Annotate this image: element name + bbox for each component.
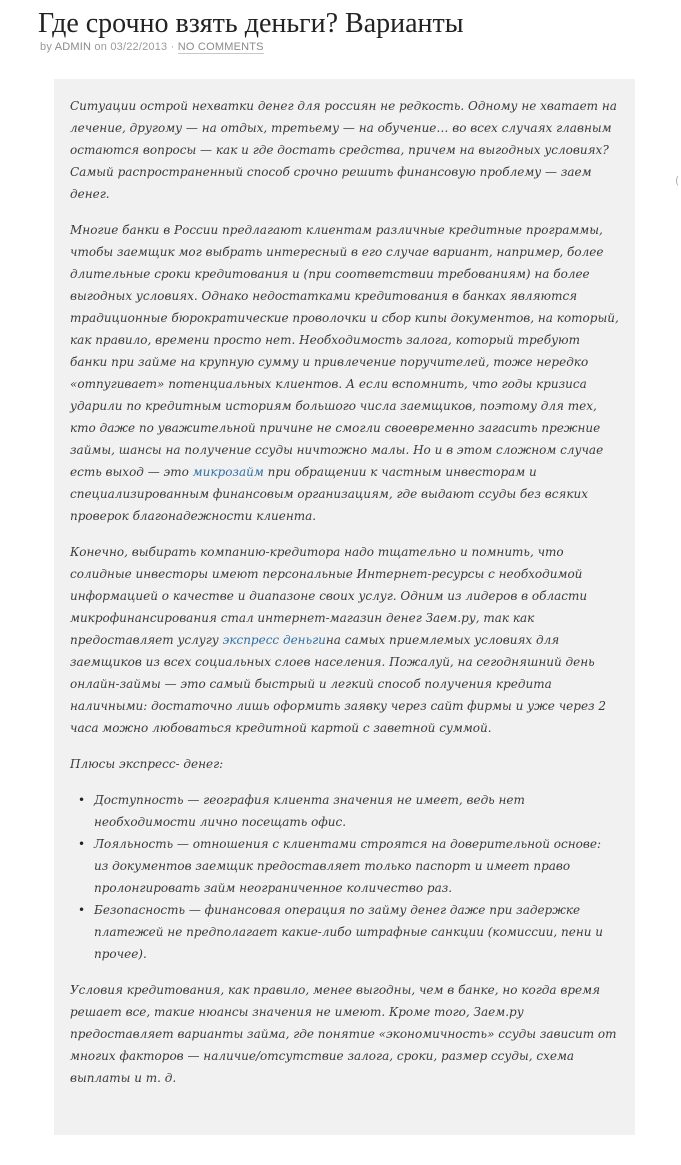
post-meta xyxy=(40,40,264,54)
meta-by-label: by xyxy=(40,41,53,53)
paragraph-banks xyxy=(70,219,619,527)
meta-author-link[interactable]: ADMIN xyxy=(54,41,92,53)
paragraph-banks-text-2: при обращении к частным инвесторам и специализированным финансовым организациям, где выдают ссуды без всяких проверок благонадежности клиента. xyxy=(70,465,589,523)
paragraph-banks-text-1: Многие банки в России предлагают клиентам различные кредитные программы, чтобы заемщик мог выбрать интересный в его случае вариант, например, более длительные сроки кредитования и (при соответствии требованиям) на более выгодных условиях. Однако недостатками кредитования в банках являются традиционные бюрократические проволочки и сбор кипы документов, на который, как правило, времени просто нет. Необходимость залога, который требуют банки при займе на крупную сумму и привлечение поручителей, тоже нередко «отпугивает» потенциальных клиентов. А если вспомнить, что годы кризиса ударили по кредитным историям большого числа заемщиков, поэтому для тех, кто даже по уважительной причине не смогли своевременно загасить прежние займы, шансы на получение ссуды ничтожно малы. Но и в этом сложном случае есть выход — это xyxy=(70,223,619,479)
post-content xyxy=(54,79,635,1135)
meta-on-label: on xyxy=(94,41,108,53)
meta-date: 03/22/2013 xyxy=(110,41,168,53)
list-heading: Плюсы экспресс- денег: xyxy=(70,757,224,771)
meta-comments-link[interactable]: NO COMMENTS xyxy=(177,41,264,53)
express-money-link[interactable]: экспресс деньги xyxy=(222,633,326,647)
paragraph-creditor xyxy=(70,541,619,739)
bullet-icon: • xyxy=(78,793,86,807)
microloan-link[interactable]: микрозайм xyxy=(192,465,264,479)
list-item xyxy=(78,833,619,899)
list-item-text: Доступность — география клиента значения не имеет, ведь нет необходимости лично посещать офис. xyxy=(94,793,525,829)
paragraph-creditor-text-2: на самых приемлемых условиях для заемщиков из всех социальных слоев населения. Пожалуй, на сегодняшний день онлайн-займы — это самый быстрый и легкий способ получения кредита наличными: достаточно лишь оформить заявку через сайт фирмы и уже через 2 часа можно любоваться кредитной картой с заветной суммой. xyxy=(70,633,607,735)
post-title: Где срочно взять деньги? Варианты xyxy=(38,8,464,39)
list-item xyxy=(78,899,619,965)
bullet-icon: • xyxy=(78,837,86,851)
paragraph-creditor-text-1: Конечно, выбирать компанию-кредитора надо тщательно и помнить, что солидные инвесторы имеют персональные Интернет-ресурсы с необходимой информацией о качестве и диапазоне своих услуг. Одним из лидеров в области микрофинансирования стал интернет-магазин денег Заем.ру, так как предоставляет услугу xyxy=(70,545,588,647)
list-item xyxy=(78,789,619,833)
meta-separator: · xyxy=(170,41,175,53)
pluses-list xyxy=(70,789,619,965)
paragraph-conclusion: Условия кредитования, как правило, менее выгодны, чем в банке, но когда время решает все, такие нюансы значения не имеют. Кроме того, Заем.ру предоставляет варианты займа, где понятие «экономичность» ссуды зависит от многих факторов — наличие/отсутствие залога, сроки, размер ссуды, схема выплаты и т. д. xyxy=(70,983,617,1085)
list-item-text: Лояльность — отношения с клиентами строятся на доверительной основе: из документов заемщик предоставляет только паспорт и имеет право пролонгировать займ неограниченное количество раз. xyxy=(94,837,601,895)
clipped-sidebar-glyph: ( xyxy=(675,174,680,187)
list-item-text: Безопасность — финансовая операция по займу денег даже при задержке платежей не предполагает какие-либо штрафные санкции (комиссии, пени и прочее). xyxy=(94,903,604,961)
paragraph-intro: Ситуации острой нехватки денег для россиян не редкость. Одному не хватает на лечение, другому — на отдых, третьему — на обучение… во всех случаях главным остаются вопросы — как и где достать средства, причем на выгодных условиях? Самый распространенный способ срочно решить финансовую проблему — заем денег. xyxy=(70,99,617,201)
bullet-icon: • xyxy=(78,903,86,917)
